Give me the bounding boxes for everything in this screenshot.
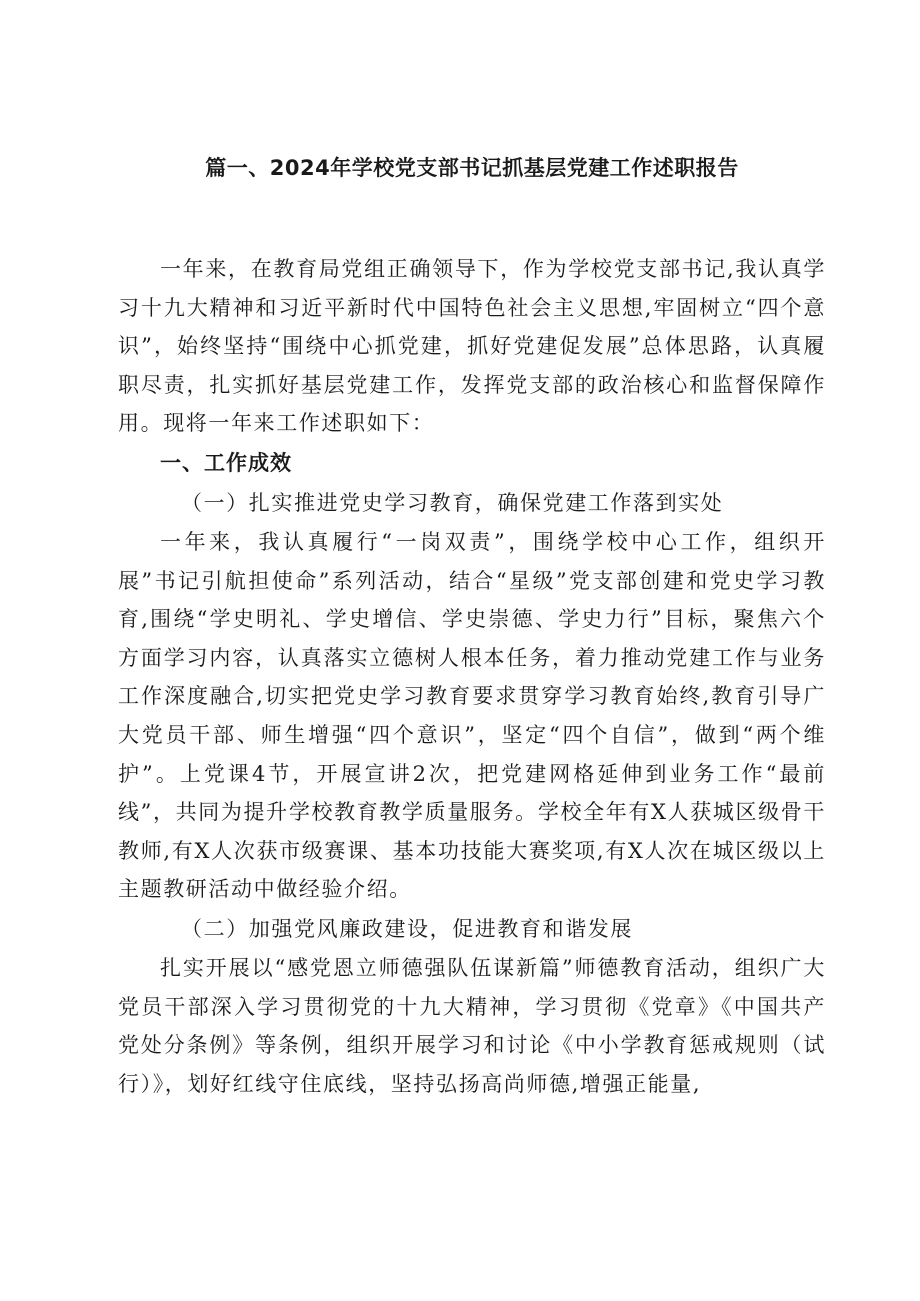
section-heading-work-results: 一、工作成效 [160, 450, 292, 475]
subsection-heading-integrity: （二）加强党风廉政建设，促进教育和谐发展 [181, 916, 633, 941]
intro-paragraph: 一年来，在教育局党组正确领导下，作为学校党支部书记,我认真学习十九大精神和习近平新时代中国特色社会主义思想,牢固树立“四个意识”，始终坚持“围绕中心抓党建，抓好党建促发展”总体思路，认真履职尽责，扎实抓好基层党建工作，发挥党支部的政治核心和监督保障作用。现将一年来工作述职如下： [118, 257, 826, 436]
subsection-paragraph-integrity: 扎实开展以“感党恩立师德强队伍谋新篇”师德教育活动，组织广大党员干部深入学习贯彻党的十九大精神，学习贯彻《党章》《中国共产党处分条例》等条例，组织开展学习和讨论《中小学教育惩戒规则（试行）》，划好红线守住底线，坚持弘扬高尚师德,增强正能量, [118, 955, 826, 1096]
subsection-heading-party-history: （一）扎实推进党史学习教育，确保党建工作落到实处 [181, 490, 724, 515]
subsection-paragraph-party-history: 一年来，我认真履行“一岗双责”，围绕学校中心工作，组织开展”书记引航担使命”系列活动，结合“星级”党支部创建和党史学习教育,围绕“学史明礼、学史增信、学史崇德、学史力行”目标，聚焦六个方面学习内容，认真落实立德树人根本任务，着力推动党建工作与业务工作深度融合,切实把党史学习教育要求贯穿学习教育始终,教育引导广大党员干部、师生增强“四个意识”，坚定“四个自信”，做到“两个维护”。上党课4节，开展宣讲2次，把党建网格延伸到业务工作“最前线”，共同为提升学校教育教学质量服务。学校全年有X人获城区级骨干教师,有X人次获市级赛课、基本功技能大赛奖项,有X人次在城区级以上主题教研活动中做经验介绍。 [118, 529, 826, 902]
document-title: 篇一、2024年学校党支部书记抓基层党建工作述职报告 [205, 156, 739, 180]
